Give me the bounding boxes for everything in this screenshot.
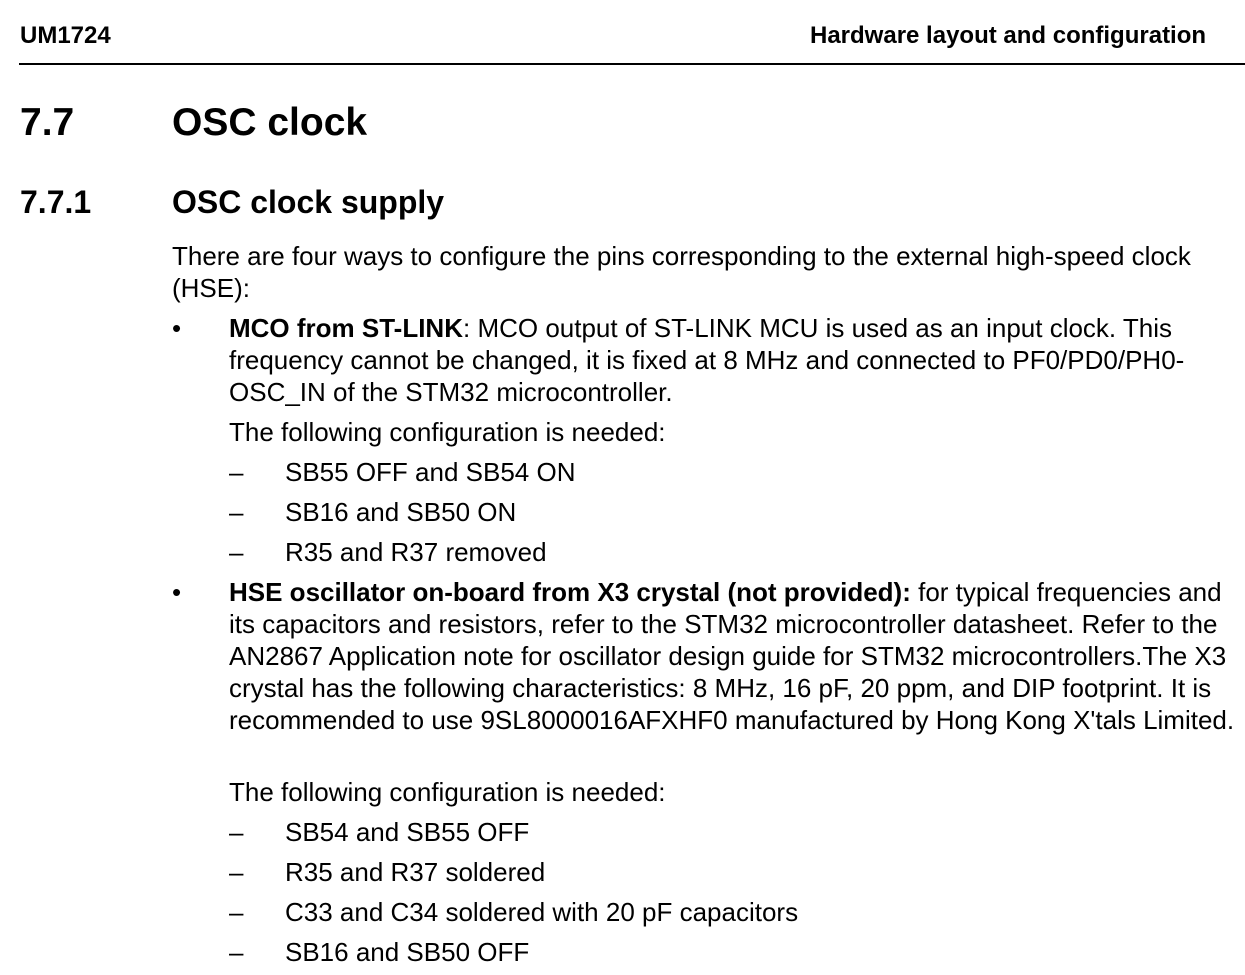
header-divider: [19, 63, 1245, 65]
bullet-text: : MCO output of ST-LINK MCU is used as an input clock. This frequency cannot be changed, it is fixed at 8 MHz and connected to PF0/PD0/PH0-OSC_IN of the STM32 microcontroller.: [229, 313, 1185, 407]
config-item-text: R35 and R37 soldered: [285, 857, 546, 887]
config-item-text: C33 and C34 soldered with 20 pF capacitors: [285, 897, 799, 927]
config-item-text: SB16 and SB50 OFF: [285, 937, 530, 967]
dash-marker: –: [229, 457, 244, 487]
bullet-text: for typical frequencies and its capacitors and resistors, refer to the STM32 microcontroller datasheet. Refer to the AN2867 Application note for oscillator design guide for STM32 microcontrollers.The X3 crystal has the following characteristics: 8 MHz, 16 pF, 20 ppm, and DIP footprint. It is recommended to use 9SL8000016AFXHF0 manufactured by Hong Kong X'tals Limited.: [229, 577, 1235, 735]
section-title: OSC clock: [172, 101, 368, 144]
config-label: The following configuration is needed:: [229, 777, 666, 807]
dash-marker: –: [229, 897, 244, 927]
subsection-title: OSC clock supply: [172, 184, 445, 220]
config-label: The following configuration is needed:: [229, 417, 666, 447]
bullet-marker: •: [172, 577, 182, 607]
dash-marker: –: [229, 937, 244, 967]
dash-marker: –: [229, 497, 244, 527]
section-number: 7.7: [20, 101, 75, 144]
running-section-title: Hardware layout and configuration: [810, 22, 1207, 49]
list-item-mco-from-st-link: [229, 312, 1243, 408]
intro-paragraph: There are four ways to configure the pins corresponding to the external high-speed clock (HSE):: [172, 241, 1191, 303]
bullet-marker: •: [172, 313, 182, 343]
bullet-title: HSE oscillator on-board from X3 crystal (not provided):: [229, 577, 911, 607]
config-item-text: SB54 and SB55 OFF: [285, 817, 530, 847]
list-item-hse-oscillator: [229, 576, 1243, 736]
config-item-text: R35 and R37 removed: [285, 537, 547, 567]
bullet-title: MCO from ST-LINK: [229, 313, 463, 343]
dash-marker: –: [229, 817, 244, 847]
config-item-text: SB16 and SB50 ON: [285, 497, 517, 527]
document-id: UM1724: [20, 22, 111, 49]
dash-marker: –: [229, 857, 244, 887]
config-item-text: SB55 OFF and SB54 ON: [285, 457, 576, 487]
page-header: [20, 21, 1245, 51]
subsection-number: 7.7.1: [20, 184, 92, 220]
dash-marker: –: [229, 537, 244, 567]
